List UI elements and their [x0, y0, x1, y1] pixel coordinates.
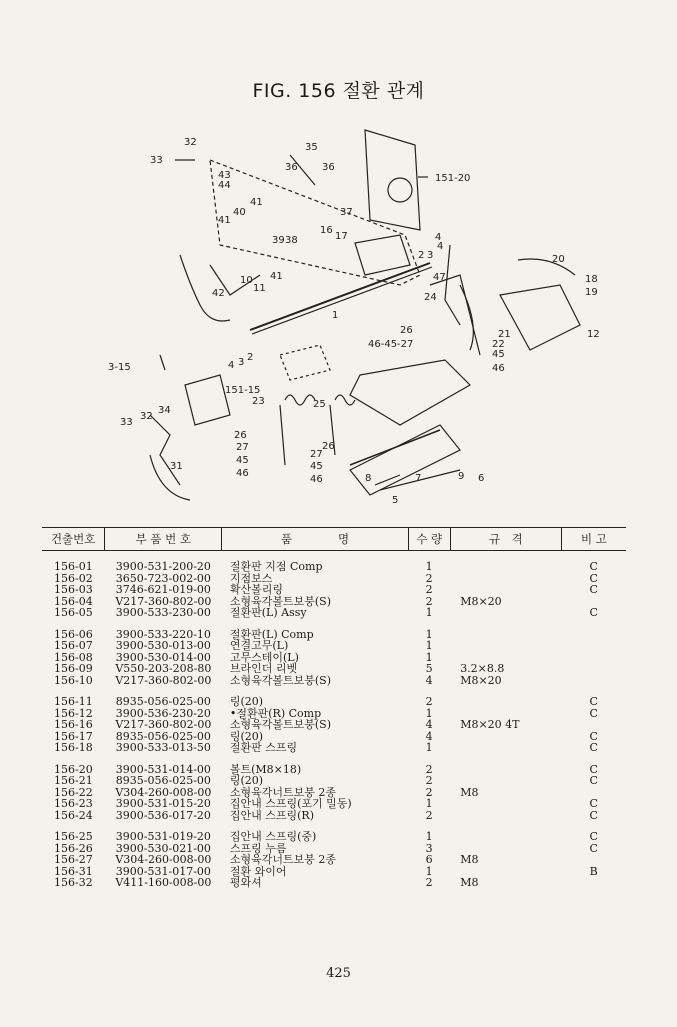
ref-cell: 156-05	[54, 606, 93, 619]
table-row	[42, 810, 626, 822]
spec-cell: 3.2×8.8	[460, 662, 505, 675]
part-number-cell: 3900-533-230-00	[115, 606, 211, 619]
page-number: 425	[326, 966, 351, 981]
part-name-cell: 소형육각볼트보붕(S)	[229, 673, 332, 687]
ref-cell: 156-26	[54, 841, 93, 855]
ref-cell: 156-09	[54, 662, 93, 675]
remarks-cell	[561, 663, 626, 675]
ref-cell: 156-06	[54, 627, 93, 641]
callout-label: 5	[392, 495, 399, 506]
callout-label: 8	[365, 473, 372, 484]
quantity-cell: 1	[425, 650, 433, 664]
remarks-cell: C	[589, 774, 598, 787]
table-row	[42, 675, 626, 687]
callout-label: 33	[150, 155, 163, 166]
callout-label: 47	[433, 272, 446, 283]
spec-cell	[450, 798, 561, 810]
quantity-cell: 2	[425, 594, 433, 608]
callout-label: 45	[492, 349, 505, 360]
part-name-cell: 스프링 누름	[229, 841, 287, 855]
remarks-cell: C	[589, 830, 598, 843]
part-name-cell: 고무스테이(L)	[229, 650, 299, 664]
remarks-cell: B	[589, 864, 598, 878]
quantity-cell: 1	[425, 706, 433, 720]
quantity-cell: 1	[425, 606, 433, 619]
ref-cell: 156-21	[54, 774, 93, 787]
table-row	[42, 696, 626, 708]
quantity-cell: 4	[425, 729, 433, 743]
part-number-cell: 3900-531-019-20	[115, 830, 211, 843]
ref-cell: 156-18	[54, 741, 93, 754]
part-number-cell: 3900-530-021-00	[115, 841, 211, 855]
ref-cell: 156-08	[54, 650, 93, 664]
col-header-quantity: 수 량	[408, 528, 450, 551]
part-name-cell: 확산볼리링	[229, 583, 284, 596]
ref-cell: 156-01	[54, 560, 93, 573]
part-name-cell: 지점보스	[229, 571, 273, 585]
spec-cell	[450, 831, 561, 843]
remarks-cell	[561, 652, 626, 664]
spec-cell: M8×20	[460, 594, 502, 608]
callout-label: 41	[250, 197, 263, 208]
spec-cell	[450, 696, 561, 708]
part-number-cell: V304-260-008-00	[115, 785, 212, 799]
callout-label: 9	[458, 471, 465, 482]
spec-cell	[450, 640, 561, 652]
callout-label: 31	[170, 461, 183, 472]
quantity-cell: 3	[425, 841, 433, 855]
part-name-cell: 소형육각볼트보붕(S)	[229, 594, 332, 608]
part-name-cell: 링(20)	[229, 729, 264, 743]
part-name-cell: 집안내 스프링(포기 밀동)	[229, 797, 352, 810]
callout-label: 41	[270, 271, 283, 282]
spec-cell: M8×20 4T	[460, 718, 520, 731]
callout-label: 34	[158, 405, 171, 416]
part-number-cell: 3900-531-014-00	[115, 762, 211, 776]
parts-table	[42, 527, 626, 889]
callout-label: 26	[322, 441, 335, 452]
part-name-cell: 평와셔	[229, 876, 262, 889]
part-name-cell: 연결고무(L)	[229, 639, 289, 652]
ref-cell: 156-24	[54, 808, 93, 822]
part-number-cell: V304-260-008-00	[115, 853, 212, 866]
callout-label: 26	[400, 325, 413, 336]
remarks-cell: C	[589, 706, 598, 720]
callout-label: 36	[322, 162, 335, 173]
part-number-cell: 3900-531-015-20	[115, 797, 211, 810]
callout-label: 17	[335, 231, 348, 242]
ref-cell: 156-03	[54, 583, 93, 596]
parts-table-body	[42, 551, 626, 889]
remarks-cell	[561, 629, 626, 641]
spec-cell: M8	[460, 853, 479, 866]
quantity-cell: 5	[425, 662, 433, 675]
callout-label: 43	[218, 170, 231, 181]
quantity-cell: 1	[425, 864, 433, 878]
ref-cell: 156-20	[54, 762, 93, 776]
callout-label: 10	[240, 275, 253, 286]
table-row	[42, 877, 626, 889]
spec-cell	[450, 629, 561, 641]
quantity-cell: 4	[425, 718, 433, 731]
spec-cell: M8×20	[460, 673, 502, 687]
remarks-cell: C	[589, 797, 598, 810]
ref-cell: 156-22	[54, 785, 93, 799]
spec-cell	[450, 561, 561, 573]
callout-label: 45	[310, 461, 323, 472]
table-row	[42, 742, 626, 754]
ref-cell: 156-31	[54, 864, 93, 878]
ref-cell: 156-16	[54, 718, 93, 731]
callout-label: 23	[252, 396, 265, 407]
spec-cell	[450, 584, 561, 596]
callout-label: 19	[585, 287, 598, 298]
part-name-cell: 집안내 스프링(중)	[229, 830, 317, 843]
part-number-cell: 3900-530-014-00	[115, 650, 211, 664]
part-number-cell: V217-360-802-00	[115, 673, 212, 687]
callout-label: 11	[253, 283, 266, 294]
callout-label: 33	[120, 417, 133, 428]
callout-label: 3	[427, 250, 434, 261]
part-name-cell: 집안내 스프링(R)	[229, 808, 314, 822]
callout-label: 36	[285, 162, 298, 173]
callout-label: 3-15	[108, 362, 131, 373]
callout-label: 4	[228, 360, 235, 371]
quantity-cell: 1	[425, 797, 433, 810]
remarks-cell: C	[589, 808, 598, 822]
quantity-cell: 2	[425, 808, 433, 822]
spec-cell	[450, 764, 561, 776]
table-row	[42, 663, 626, 675]
callout-label: 37	[340, 207, 353, 218]
part-name-cell: 링(20)	[229, 774, 264, 787]
callout-label: 38	[285, 235, 298, 246]
callout-label: 41	[218, 215, 231, 226]
remarks-cell: C	[589, 571, 598, 585]
callout-label: 32	[140, 411, 153, 422]
part-number-cell: 3650-723-002-00	[115, 571, 211, 585]
spec-cell	[450, 607, 561, 619]
spec-cell: M8	[460, 876, 479, 889]
part-name-cell: 소형육각볼트보붕(S)	[229, 718, 332, 731]
callout-label: 25	[313, 399, 326, 410]
ref-cell: 156-17	[54, 729, 93, 743]
remarks-cell: C	[589, 606, 598, 619]
part-number-cell: 3900-536-017-20	[115, 808, 211, 822]
quantity-cell: 1	[425, 830, 433, 843]
part-number-cell: 8935-056-025-00	[115, 729, 211, 743]
callout-label: 4	[435, 232, 442, 243]
callout-label: 44	[218, 180, 231, 191]
quantity-cell: 1	[425, 627, 433, 641]
remarks-cell: C	[589, 741, 598, 754]
callout-label: 12	[587, 329, 600, 340]
callout-label: 32	[184, 137, 197, 148]
callout-label: 27	[236, 442, 249, 453]
spec-cell	[450, 731, 561, 743]
table-row	[42, 719, 626, 731]
quantity-cell: 2	[425, 583, 433, 596]
ref-cell: 156-07	[54, 639, 93, 652]
col-header-remarks: 비 고	[561, 528, 626, 551]
quantity-cell: 1	[425, 560, 433, 573]
callout-label: 46	[236, 468, 249, 479]
ref-cell: 156-32	[54, 876, 93, 889]
quantity-cell: 2	[425, 785, 433, 799]
ref-cell: 156-02	[54, 571, 93, 585]
remarks-cell	[561, 877, 626, 889]
part-name-cell: •절환판(R) Comp	[229, 706, 322, 720]
quantity-cell: 6	[425, 853, 433, 866]
part-name-cell: 볼트(M8×18)	[229, 762, 302, 776]
part-name-cell: 소형육각너트보붕 2종	[229, 785, 337, 799]
callout-label: 2	[418, 250, 425, 261]
callout-label: 46-45-27	[368, 339, 414, 350]
quantity-cell: 2	[425, 876, 433, 889]
ref-cell: 156-23	[54, 797, 93, 810]
part-name-cell: 절환판(L) Assy	[229, 606, 307, 619]
callout-label: 27	[310, 449, 323, 460]
ref-cell: 156-10	[54, 673, 93, 687]
table-row	[42, 561, 626, 573]
callout-label: 45	[236, 455, 249, 466]
table-row	[42, 640, 626, 652]
part-number-cell: V217-360-802-00	[115, 594, 212, 608]
part-number-cell: 3900-530-013-00	[115, 639, 211, 652]
remarks-cell: C	[589, 560, 598, 573]
col-header-part-number: 부 품 번 호	[105, 528, 222, 551]
callout-label: 42	[212, 288, 225, 299]
page-title: FIG. 156 절환 관계	[252, 80, 425, 102]
ref-cell: 156-04	[54, 594, 93, 608]
part-number-cell: 3746-621-019-00	[115, 583, 211, 596]
part-name-cell: 절환판 지점 Comp	[229, 560, 323, 573]
callout-label: 24	[424, 292, 437, 303]
remarks-cell	[561, 719, 626, 731]
remarks-cell: C	[589, 583, 598, 596]
part-number-cell: 3900-533-220-10	[115, 627, 211, 641]
quantity-cell: 1	[425, 639, 433, 652]
ref-cell: 156-11	[54, 695, 93, 708]
remarks-cell	[561, 675, 626, 687]
diagram-callouts	[108, 137, 600, 506]
quantity-cell: 2	[425, 762, 433, 776]
part-number-cell: 3900-533-013-50	[115, 741, 211, 754]
quantity-cell: 2	[425, 571, 433, 585]
remarks-cell	[561, 640, 626, 652]
quantity-cell: 2	[425, 695, 433, 708]
ref-cell: 156-12	[54, 706, 93, 720]
part-name-cell: 소형육각너트보붕 2종	[229, 853, 337, 866]
ref-cell: 156-25	[54, 830, 93, 843]
callout-label: 46	[310, 474, 323, 485]
table-row	[42, 798, 626, 810]
callout-label: 18	[585, 274, 598, 285]
callout-label: 21	[498, 329, 511, 340]
table-row	[42, 607, 626, 619]
table-row	[42, 584, 626, 596]
callout-label: 40	[233, 207, 246, 218]
col-header-spec: 규 격	[450, 528, 561, 551]
callout-label: 20	[552, 254, 565, 265]
spec-cell	[450, 742, 561, 754]
spec-cell: M8	[460, 785, 479, 799]
quantity-cell: 2	[425, 774, 433, 787]
callout-label: 35	[305, 142, 318, 153]
part-number-cell: 3900-536-230-20	[115, 706, 211, 720]
spec-cell	[450, 573, 561, 585]
remarks-cell: C	[589, 695, 598, 708]
callout-label: 3	[238, 357, 245, 368]
table-row	[42, 831, 626, 843]
part-number-cell: V550-203-208-80	[115, 662, 212, 675]
remarks-cell: C	[589, 729, 598, 743]
part-number-cell: 8935-056-025-00	[115, 774, 211, 787]
callout-label: 16	[320, 225, 333, 236]
part-name-cell: 링(20)	[229, 695, 264, 708]
spec-cell	[450, 775, 561, 787]
part-number-cell: 3900-531-017-00	[115, 864, 211, 878]
part-name-cell: 절환판 스프링	[229, 741, 298, 754]
ref-cell: 156-27	[54, 853, 93, 866]
spec-cell	[450, 810, 561, 822]
remarks-cell: C	[589, 841, 598, 855]
table-row	[42, 775, 626, 787]
callout-label: 4	[437, 241, 444, 252]
quantity-cell: 1	[425, 741, 433, 754]
part-number-cell: 3900-531-200-20	[115, 560, 211, 573]
table-header-row	[42, 528, 626, 551]
callout-label: 39	[272, 235, 285, 246]
callout-label: 6	[478, 473, 485, 484]
part-name-cell: 브라인더 리벳	[229, 662, 298, 675]
parts-exploded-diagram	[100, 125, 620, 515]
part-name-cell: 절환판(L) Comp	[229, 627, 314, 641]
callout-label: 2	[247, 352, 254, 363]
part-number-cell: V411-160-008-00	[115, 876, 212, 889]
col-header-ref: 건출번호	[42, 528, 105, 551]
callout-label: 7	[415, 473, 422, 484]
callout-label: 151-15	[225, 385, 261, 396]
diagram-lines	[150, 130, 580, 500]
callout-label: 46	[492, 363, 505, 374]
callout-label: 1	[332, 310, 339, 321]
part-number-cell: 8935-056-025-00	[115, 695, 211, 708]
part-number-cell: V217-360-802-00	[115, 718, 212, 731]
table-row	[42, 854, 626, 866]
remarks-cell: C	[589, 762, 598, 776]
callout-label: 26	[234, 430, 247, 441]
callout-label: 151-20	[435, 173, 471, 184]
quantity-cell: 4	[425, 673, 433, 687]
remarks-cell	[561, 854, 626, 866]
col-header-part-name: 품 명	[222, 528, 408, 551]
callout-label: 22	[492, 339, 505, 350]
part-name-cell: 절환 와이어	[229, 864, 287, 878]
